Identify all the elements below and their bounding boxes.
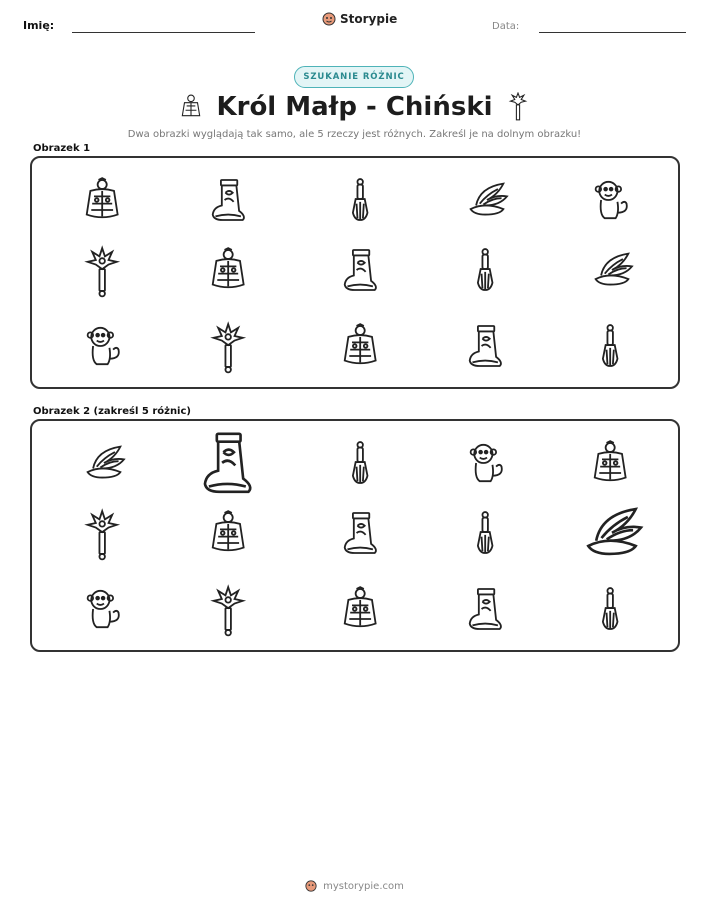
picture1-cell bbox=[447, 316, 527, 376]
boot-icon bbox=[467, 585, 507, 633]
picture2-panel[interactable] bbox=[30, 419, 680, 652]
picture2-grid bbox=[32, 421, 678, 650]
feather-hat-icon bbox=[84, 439, 124, 487]
picture2-cell[interactable] bbox=[190, 503, 270, 563]
staff-icon bbox=[210, 322, 250, 370]
picture2-cell[interactable] bbox=[322, 503, 402, 563]
armor-icon bbox=[342, 322, 382, 370]
staff-icon bbox=[210, 585, 250, 633]
picture1-cell bbox=[322, 170, 402, 230]
staff-icon bbox=[84, 509, 124, 557]
picture2-cell[interactable] bbox=[572, 433, 652, 493]
picture1-cell bbox=[64, 170, 144, 230]
picture2-cell[interactable] bbox=[64, 579, 144, 639]
page-title: Król Małp - Chiński bbox=[216, 92, 493, 122]
instructions: Dwa obrazki wyglądają tak samo, ale 5 rzeczy jest różnych. Zakreśl je na dolnym obrazku! bbox=[127, 129, 582, 140]
footer-url: mystorypie.com bbox=[323, 880, 404, 892]
picture1-cell bbox=[572, 240, 652, 300]
picture1-cell bbox=[190, 240, 270, 300]
picture1-cell bbox=[572, 170, 652, 230]
picture2-cell[interactable] bbox=[447, 433, 527, 493]
picture2-cell[interactable] bbox=[322, 579, 402, 639]
monkey-icon bbox=[84, 322, 124, 370]
picture2-cell[interactable] bbox=[447, 579, 527, 639]
picture2-cell[interactable] bbox=[64, 433, 144, 493]
staff-icon bbox=[84, 246, 124, 294]
feather-hat-icon bbox=[592, 246, 632, 294]
footer bbox=[0, 880, 709, 892]
picture2-cell[interactable] bbox=[322, 433, 402, 493]
brush-icon bbox=[467, 509, 507, 557]
storypie-logo-icon bbox=[322, 12, 336, 26]
date-field[interactable] bbox=[539, 32, 686, 33]
brush-icon bbox=[342, 176, 382, 224]
picture1-cell bbox=[322, 316, 402, 376]
picture2-cell[interactable] bbox=[64, 503, 144, 563]
picture1-cell bbox=[190, 316, 270, 376]
date-label: Data: bbox=[492, 21, 520, 32]
brand-logo bbox=[322, 12, 397, 26]
picture1-cell bbox=[64, 316, 144, 376]
name-field[interactable] bbox=[72, 32, 255, 33]
feather-hat-icon bbox=[467, 176, 507, 224]
picture1-cell bbox=[322, 240, 402, 300]
monkey-icon bbox=[592, 176, 632, 224]
picture1-cell bbox=[447, 240, 527, 300]
boot-icon bbox=[201, 428, 259, 498]
armor-icon bbox=[210, 246, 250, 294]
armor-icon bbox=[342, 585, 382, 633]
storypie-logo-icon bbox=[305, 880, 317, 892]
picture1-cell bbox=[64, 240, 144, 300]
armor-icon bbox=[180, 94, 202, 120]
armor-icon bbox=[84, 176, 124, 224]
boot-icon bbox=[342, 246, 382, 294]
picture1-panel bbox=[30, 156, 680, 389]
picture2-cell[interactable] bbox=[190, 433, 270, 493]
picture1-cell bbox=[572, 316, 652, 376]
activity-badge: SZUKANIE RÓŻNIC bbox=[294, 66, 414, 88]
picture2-cell[interactable] bbox=[572, 503, 652, 563]
monkey-icon bbox=[467, 439, 507, 487]
brush-icon bbox=[467, 246, 507, 294]
brush-icon bbox=[592, 322, 632, 370]
brand-name: Storypie bbox=[340, 12, 398, 26]
picture1-cell bbox=[190, 170, 270, 230]
picture1-grid bbox=[32, 158, 678, 387]
armor-icon bbox=[210, 509, 250, 557]
picture2-cell[interactable] bbox=[447, 503, 527, 563]
armor-icon bbox=[592, 439, 632, 487]
staff-icon bbox=[507, 92, 529, 122]
boot-icon bbox=[342, 509, 382, 557]
picture1-label: Obrazek 1 bbox=[33, 143, 91, 154]
picture1-cell bbox=[447, 170, 527, 230]
brush-icon bbox=[342, 439, 382, 487]
picture2-cell[interactable] bbox=[572, 579, 652, 639]
feather-hat-icon bbox=[583, 498, 641, 568]
picture2-cell[interactable] bbox=[190, 579, 270, 639]
title-row bbox=[0, 92, 709, 122]
monkey-icon bbox=[84, 585, 124, 633]
picture2-label: Obrazek 2 (zakreśl 5 różnic) bbox=[33, 406, 191, 417]
boot-icon bbox=[210, 176, 250, 224]
name-label: Imię: bbox=[23, 19, 55, 32]
boot-icon bbox=[467, 322, 507, 370]
brush-icon bbox=[592, 585, 632, 633]
